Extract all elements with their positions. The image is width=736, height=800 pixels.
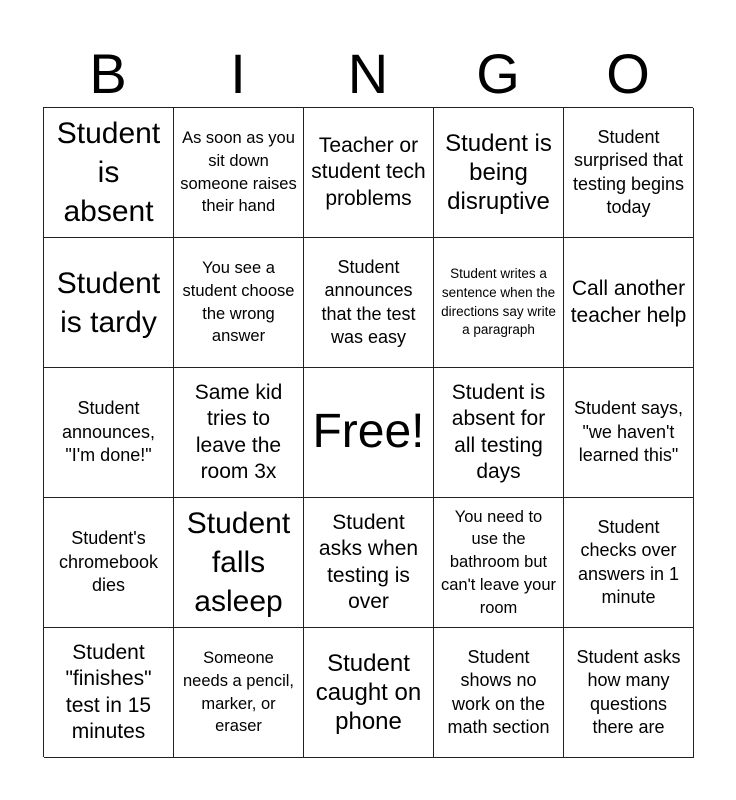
cell-text: You need to use the bathroom but can't leave your room (440, 507, 557, 617)
cell-text: Same kid tries to leave the room 3x (194, 381, 283, 483)
bingo-cell-r5c3[interactable] (304, 628, 434, 758)
cell-text: Student is being disruptive (445, 129, 552, 216)
cell-text: Student announces, "I'm done!" (61, 398, 156, 466)
cell-text: Student surprised that testing begins today (572, 126, 685, 217)
bingo-cell-r2c5[interactable] (564, 238, 694, 368)
cell-text: Free! (312, 405, 425, 459)
bingo-cell-r3c4[interactable] (434, 368, 564, 498)
cell-text: Student's chromebook dies (58, 528, 159, 596)
header-letter-n: N (347, 42, 389, 105)
bingo-cell-r1c1[interactable] (44, 108, 174, 238)
bingo-cell-r2c4[interactable] (434, 238, 564, 368)
bingo-cell-r2c2[interactable] (174, 238, 304, 368)
bingo-cell-r5c2[interactable] (174, 628, 304, 758)
bingo-header (43, 40, 693, 108)
bingo-cell-r1c4[interactable] (434, 108, 564, 238)
header-letter-o: O (606, 42, 650, 105)
bingo-cell-r3c5[interactable] (564, 368, 694, 498)
cell-text: Student checks over answers in 1 minute (577, 516, 680, 607)
bingo-cell-r5c5[interactable] (564, 628, 694, 758)
bingo-cell-r4c3[interactable] (304, 498, 434, 628)
bingo-cell-r3c2[interactable] (174, 368, 304, 498)
cell-text: Someone needs a pencil, marker, or eraser (183, 648, 294, 736)
bingo-cell-r1c3[interactable] (304, 108, 434, 238)
cell-text: Call another teacher help (570, 277, 687, 327)
header-letter-g: G (476, 42, 520, 105)
cell-text: Student shows no work on the math section (447, 646, 550, 737)
bingo-cell-r1c2[interactable] (174, 108, 304, 238)
bingo-cell-r4c1[interactable] (44, 498, 174, 628)
bingo-cell-r2c3[interactable] (304, 238, 434, 368)
cell-text: Student asks how many questions there are (576, 646, 681, 737)
bingo-cell-r4c4[interactable] (434, 498, 564, 628)
bingo-cell-r5c1[interactable] (44, 628, 174, 758)
cell-text: Student announces that the test was easy (321, 256, 416, 347)
cell-text: Student falls asleep (186, 507, 291, 618)
cell-text: Student is absent (56, 117, 161, 228)
cell-text: Student "finishes" test in 15 minutes (65, 641, 152, 743)
cell-text: Student is tardy (56, 266, 161, 339)
bingo-cell-r5c4[interactable] (434, 628, 564, 758)
cell-text: Student writes a sentence when the directions say write a paragraph (441, 266, 556, 338)
bingo-grid (43, 107, 693, 757)
cell-text: Student says, "we haven't learned this" (573, 398, 684, 466)
bingo-cell-r4c5[interactable] (564, 498, 694, 628)
bingo-cell-r3c1[interactable] (44, 368, 174, 498)
bingo-cell-r1c5[interactable] (564, 108, 694, 238)
bingo-cell-r2c1[interactable] (44, 238, 174, 368)
bingo-cell-free[interactable] (304, 368, 434, 498)
cell-text: You see a student choose the wrong answer (182, 258, 295, 346)
cell-text: Student is absent for all testing days (451, 381, 546, 483)
cell-text: Student asks when testing is over (318, 511, 419, 613)
cell-text: Student caught on phone (315, 649, 422, 736)
header-letter-i: I (230, 42, 246, 105)
cell-text: As soon as you sit down someone raises their hand (180, 128, 297, 216)
bingo-cell-r4c2[interactable] (174, 498, 304, 628)
header-letter-b: B (89, 42, 127, 105)
cell-text: Teacher or student tech problems (311, 134, 426, 210)
